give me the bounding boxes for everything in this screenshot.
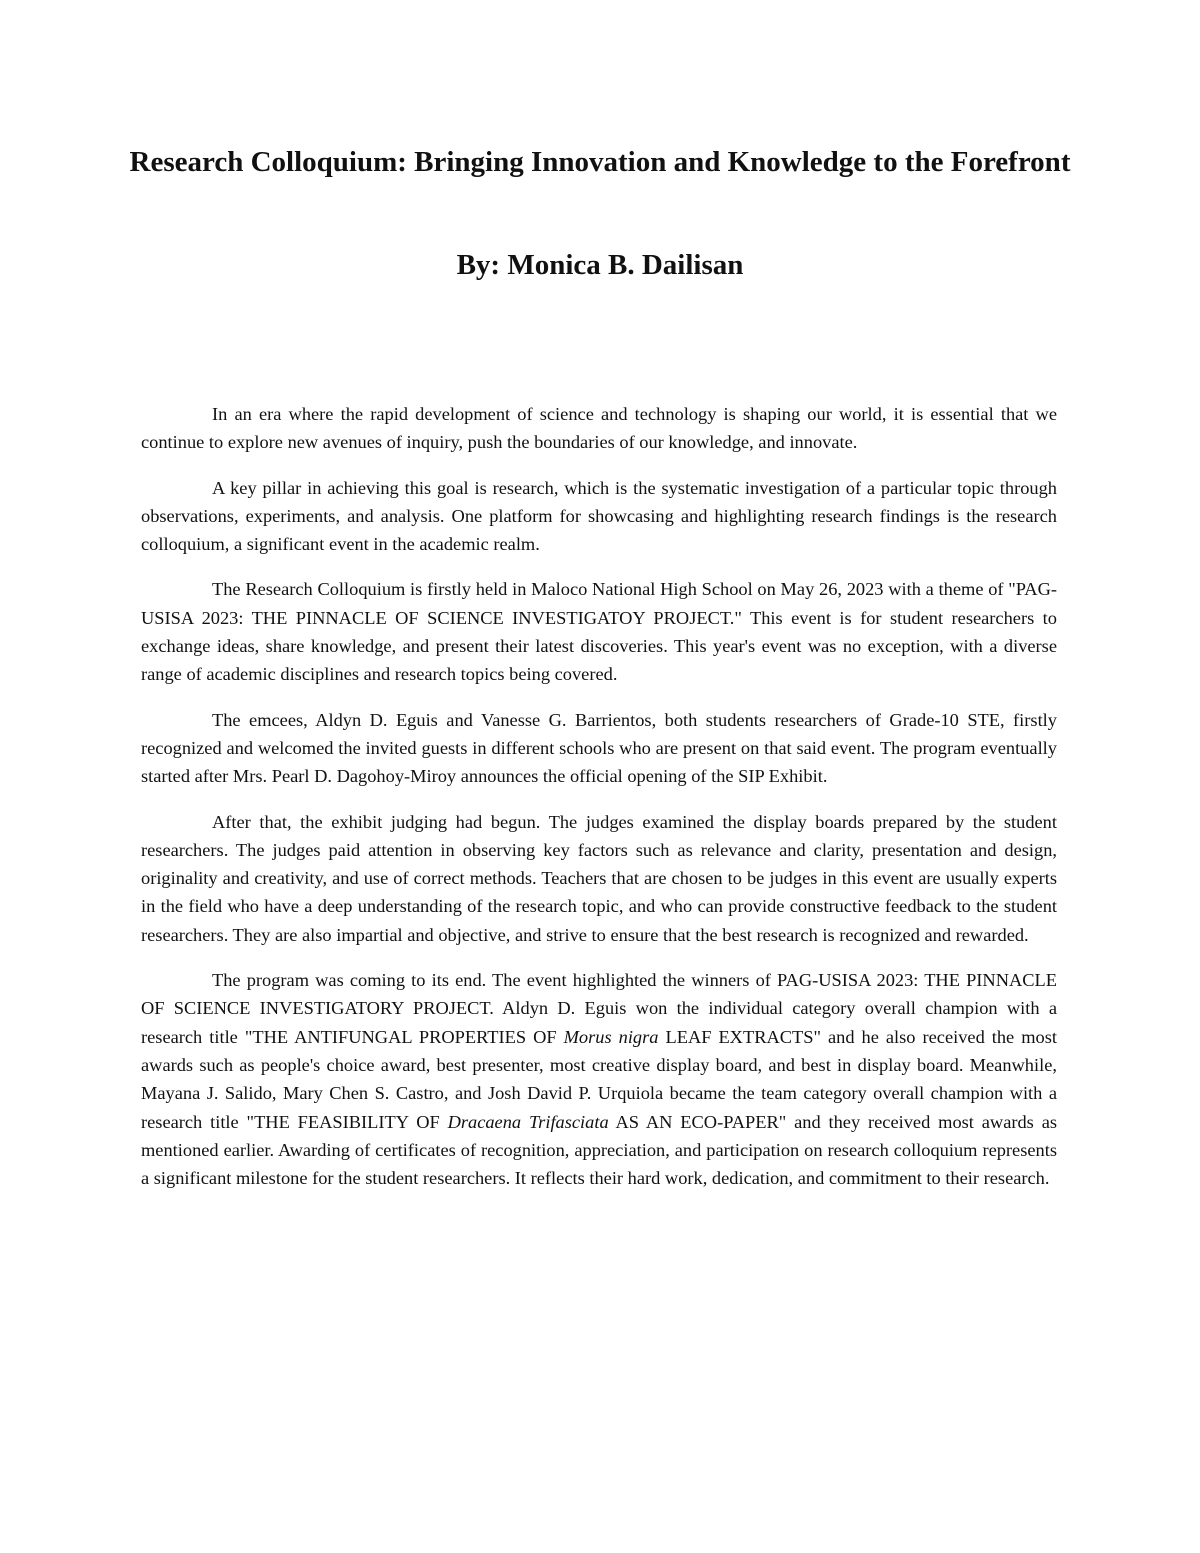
author-byline: By: Monica B. Dailisan [456,249,744,281]
species-name-morus: Morus nigra [563,1026,659,1047]
paragraph-colloquium-theme: The Research Colloquium is firstly held in Maloco National High School on May 26, 2023 with a theme of "PAG-USISA 2023: THE PINNACLE OF SCIENCE INVESTIGATOY PROJECT." This event is for student researchers to exchange ideas, share knowledge, and present their latest discoveries. This year's event was no exception, with a diverse range of academic disciplines and research topics being covered. [141,579,1057,685]
document-title: Research Colloquium: Bringing Innovation and Knowledge to the Forefront [129,146,1071,178]
species-name-dracaena: Dracaena Trifasciata [447,1111,609,1132]
paragraph-judging: After that, the exhibit judging had begun. The judges examined the display boards prepared by the student researchers. The judges paid attention in observing key factors such as relevance and clarity, presentation and design, originality and creativity, and use of correct methods. Teachers that are chosen to be judges in this event are usually experts in the field who have a deep understanding of the research topic, and who can provide constructive feedback to the student researchers. They are also impartial and objective, and strive to ensure that the best research is recognized and rewarded. [141,811,1057,945]
winners-text-2: LEAF EXTRACTS" and he also received the most awards such as people's choice award, best presenter, most creative display board, and best in display board. Meanwhile, Mayana J. Salido, Mary Chen S. Castro, and Josh David P. Urquiola became the team category overall champion with a research title "THE FEASIBILITY OF [141,1026,1057,1132]
paragraph-emcees: The emcees, Aldyn D. Eguis and Vanesse G. Barrientos, both students researchers of Grade-10 STE, firstly recognized and welcomed the invited guests in different schools who are present on that said event. The program eventually started after Mrs. Pearl D. Dagohoy-Miroy announces the official opening of the SIP Exhibit. [141,709,1057,787]
article-body [141,400,1057,1209]
paragraph-intro: In an era where the rapid development of science and technology is shaping our world, it is essential that we continue to explore new avenues of inquiry, push the boundaries of our knowledge, and innovate. [141,404,1057,453]
winners-text-3: AS AN ECO-PAPER" and they received most awards as mentioned earlier. Awarding of certificates of recognition, appreciation, and participation on research colloquium represents a significant milestone for the student researchers. It reflects their hard work, dedication, and commitment to their research. [141,1111,1058,1189]
winners-text-1: The program was coming to its end. The event highlighted the winners of PAG-USISA 2023: THE PINNACLE OF SCIENCE INVESTIGATORY PROJECT. Aldyn D. Eguis won the individual category overall champion with a research title "THE ANTIFUNGAL PROPERTIES OF [141,970,1057,1047]
paragraph-research-pillar: A key pillar in achieving this goal is research, which is the systematic investigation of a particular topic through observations, experiments, and analysis. One platform for showcasing and highlighting research findings is the research colloquium, a significant event in the academic realm. [141,477,1057,555]
paragraph-winners [141,966,1057,1192]
